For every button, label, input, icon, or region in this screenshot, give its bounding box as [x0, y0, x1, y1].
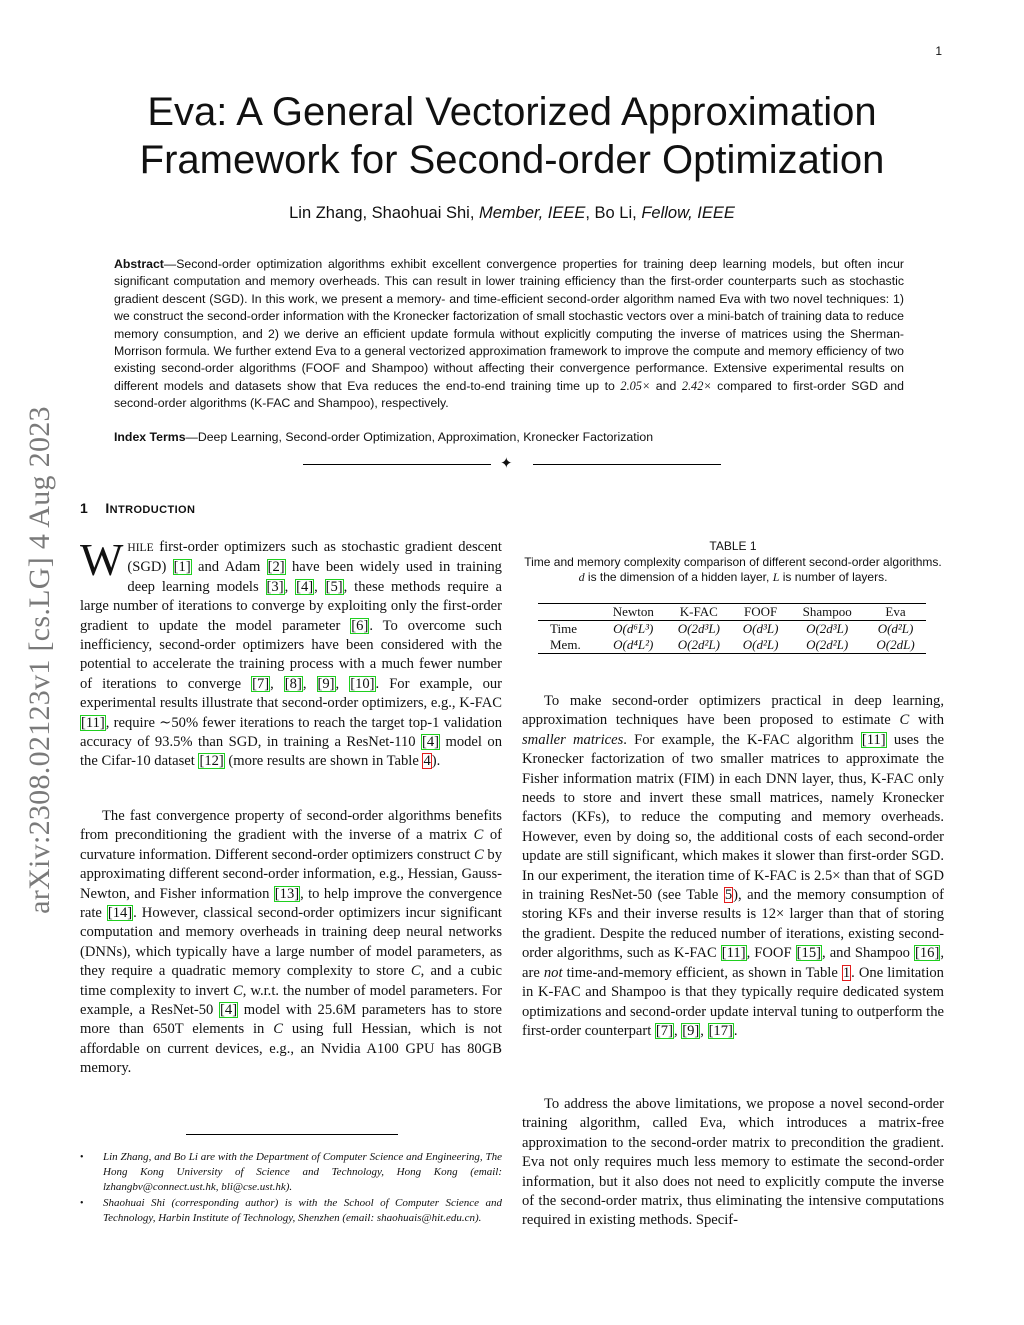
intro-paragraph-1 [80, 534, 503, 772]
table-header-cell: Newton [612, 604, 654, 619]
table-header-cell: FOOF [743, 604, 778, 619]
text-run: , and a cubic time complexity to invert [80, 963, 503, 999]
footnote-text: Shaohuai Shi (corresponding author) is with the School of Computer Science and Technology, Harbin Institute of Technology, Shenzhen (email: shaohuais@hit.edu.cn). [103, 1197, 502, 1224]
citation-link[interactable]: [13] [274, 885, 300, 902]
authors [100, 204, 924, 223]
intro-paragraph-2 [80, 807, 502, 1079]
table-cell: O(2d²L) [677, 637, 720, 652]
table-caption-text [522, 555, 944, 586]
text-run: , are [522, 945, 944, 981]
table-ref-link[interactable]: 4 [423, 753, 431, 770]
citation-link[interactable]: [1] [173, 559, 191, 576]
table-cell: O(d²L) [742, 637, 779, 652]
citation-link[interactable]: [7] [252, 675, 270, 692]
text-run: . [733, 1022, 738, 1039]
table-ref-link[interactable]: 5 [724, 887, 733, 904]
math-symbol: d [578, 570, 585, 584]
text-run: have been widely used in training deep learning models [127, 559, 502, 595]
citation-link[interactable]: [7] [655, 1022, 673, 1039]
arxiv-id-text: arXiv:2308.02123v1 [cs.LG] 4 Aug 2023 [23, 406, 56, 914]
citation-link[interactable]: [4] [422, 734, 440, 751]
math-symbol: C [474, 846, 484, 863]
footnote-bullet: • [80, 1152, 84, 1163]
citation-link[interactable]: [9] [682, 1022, 700, 1039]
table-cell: O(d⁶L³) [613, 621, 654, 636]
divider-ornament: ✦ [500, 455, 513, 472]
text-run: uses the Kronecker factorization of two smaller matrices to approximate the Fisher information matrix (FIM) in each DNN layer, thus, K-FAC only needs to store and invert these small matrices, namely Kronecker factors (KFs), to reduce the computing and memory overheads. However, even by doing so, the additional costs of each second-order update are still significant, which makes it slower than first-order SGD. In our experiment, the iteration time of K-FAC is 2.5× than that of SGD in training ResNet-50 (see Table [522, 731, 944, 904]
citation-link[interactable]: [4] [296, 578, 314, 595]
index-terms-text: —Deep Learning, Second-order Optimization, Approximation, Kronecker Factorization [185, 430, 654, 444]
abstract-text-a: —Second-order optimization algorithms exhibit excellent convergence properties for training deep learning models, but often incur significant computation and memory overheads. This can result in lower training efficiency than the first-order counterparts such as stochastic gradient descent (SGD). In this work, we present a memory- and time-efficient second-order algorithm named Eva with two novel techniques: 1) we construct the second-order information with the Kronecker factorization of small stochastic vectors over a mini-batch of training data to reduce memory consumption, and 2) we derive an efficient update formula without explicitly computing the inverse of matrices using the Sherman-Morrison formula. We further extend Eva to a general vectorized approximation framework to improve the compute and memory efficiency of two existing second-order algorithms (FOOF and Shampoo) without affecting their convergence performance. Extensive experimental results on different models and datasets show that Eva reduces the end-to-end training time up to [114, 257, 904, 393]
abstract-text-b: and [650, 378, 682, 393]
section-title-initial: I [105, 500, 110, 516]
citation-link[interactable]: [17] [708, 1022, 733, 1039]
text-run: first-order optimizers such as stochastic gradient descent (SGD) [127, 539, 502, 576]
citation-link[interactable]: [14] [107, 905, 133, 922]
table-header-cell: Eva [885, 604, 906, 619]
drop-cap: W [80, 534, 124, 585]
emphasis: not [543, 964, 563, 981]
author-role-1: Member, IEEE [479, 204, 586, 222]
text-run: model with 25.6M parameters has to store more than 650T elements in [80, 1002, 502, 1038]
text-run: , [284, 578, 296, 595]
math-symbol: C [233, 982, 243, 999]
citation-link[interactable]: [5] [325, 578, 343, 595]
table-header-cell [538, 604, 601, 621]
table-cell: O(2dL) [876, 637, 915, 652]
intro-paragraph-3 [522, 692, 944, 1041]
text-run: , these methods require a large number of iterations to converge by exploiting only the first-order gradient to update the model parameter [80, 578, 503, 634]
citation-link[interactable]: [11] [721, 945, 746, 962]
paper-title: Eva: A General Vectorized Approximation Framework for Second-order Optimization [139, 90, 885, 182]
text-run: . For example, our experimental results illustrate that second-order optimizers, e.g., K-FAC [80, 675, 503, 712]
text-run: ). [431, 753, 441, 770]
text-run: . To overcome such inefficiency, second-order optimizers have been considered with the potential to accelerate the training process with a much fewer number of iterations to converge [80, 617, 502, 692]
divider-left [303, 464, 491, 465]
text-run: using full Hessian, which is not affordable on current devices, e.g., an Nvidia A100 GPU has 80GB memory. [80, 1021, 502, 1077]
footnote-text: Lin Zhang, and Bo Li are with the Department of Computer Science and Engineering, The Hong Kong University of Science and Technology, Hong Kong (email: lzhangbv@connect.ust.hk, bli@cse.ust.hk). [103, 1151, 502, 1193]
caption-run: is number of layers. [779, 570, 888, 584]
footnote-affiliation-1 [80, 1150, 502, 1195]
math-symbol: C [899, 712, 910, 729]
author-group-1: Lin Zhang, Shaohuai Shi, [289, 204, 479, 222]
footnote-rule [186, 1134, 398, 1135]
text-run: , [314, 578, 325, 595]
abstract [114, 256, 904, 413]
citation-link[interactable]: [15] [796, 945, 821, 962]
citation-link[interactable]: [11] [861, 731, 886, 748]
author-group-2: , Bo Li, [585, 204, 642, 222]
abstract-label: Abstract [114, 257, 164, 271]
citation-link[interactable]: [9] [317, 675, 335, 692]
complexity-table [538, 603, 926, 654]
section-title-rest: NTRODUCTION [109, 504, 196, 516]
text-run: (more results are shown in Table [224, 753, 423, 770]
math-symbol: L [772, 570, 780, 584]
text-run: model on the Cifar-10 dataset [80, 734, 502, 770]
text-run: . For example, the K-FAC algorithm [623, 731, 861, 748]
table-cell: O(d³L) [742, 621, 779, 636]
page-number: 1 [935, 44, 942, 58]
footnote-affiliation-2 [80, 1196, 502, 1226]
table-header-cell: K-FAC [679, 604, 718, 619]
math-symbol: C [273, 1021, 283, 1038]
section-heading [80, 500, 195, 516]
text-run: , FOOF [746, 945, 796, 962]
footnote-bullet: • [80, 1198, 84, 1209]
table-label: TABLE 1 [709, 539, 757, 553]
math-symbol: C [410, 963, 421, 980]
text-run: , to help improve the convergence rate [80, 885, 502, 922]
index-terms [114, 430, 904, 444]
text-run: , [270, 675, 284, 692]
intro-paragraph-4: To address the above limitations, we propose a novel second-order training algorithm, called Eva, which introduces a matrix-free approximation to the second-order matrix to precondition the gradient. Eva not only requires much less memory to estimate the second-order information, but it also does not need to explicitly compute the inverse of the second-order matrix, thus eliminating the intensive computations required in existing methods. Specif- [522, 1096, 944, 1229]
emphasis: smaller matrices [522, 731, 624, 748]
table-cell: O(d²L) [877, 621, 914, 636]
table-row [538, 621, 926, 638]
citation-link[interactable]: [12] [199, 753, 224, 770]
citation-link[interactable]: [11] [81, 714, 105, 731]
table-cell: O(2d²L) [806, 637, 849, 652]
citation-link[interactable]: [6] [351, 617, 369, 634]
text-run: , [335, 675, 350, 692]
citation-link[interactable]: [4] [220, 1002, 238, 1019]
text-run: . However, classical second-order optimizers incur significant computation and memory overheads in training deep neural networks (DNNs), which typically have a large number of model parameters, as they require a quadratic memory complexity to store [80, 905, 502, 980]
text-run: by approximating different second-order information, e.g., Hessian, Gauss-Newton, and Fisher information [80, 846, 503, 902]
text-run: , [700, 1022, 708, 1039]
text-run: , [302, 675, 317, 692]
text-run: , w.r.t. the number of model parameters. For example, a ResNet-50 [80, 982, 502, 1019]
citation-link[interactable]: [2] [267, 559, 285, 576]
index-terms-label: Index Terms [114, 430, 186, 444]
text-run: , and Shampoo [821, 945, 915, 962]
section-number: 1 [80, 500, 89, 516]
table-ref-link[interactable]: 1 [842, 964, 851, 981]
table-cell: O(2d³L) [806, 621, 849, 636]
table-row-header: Time [550, 621, 577, 636]
author-role-2: Fellow, IEEE [641, 204, 735, 222]
text-run: The fast convergence property of second-order algorithms benefits from preconditioning the gradient with the inverse of a matrix [80, 808, 502, 844]
table-caption [522, 539, 944, 586]
speedup-value-2: 2.42× [681, 378, 712, 393]
table-cell: O(2d³L) [677, 621, 720, 636]
text-run: time-and-memory efficient, as shown in Table [562, 964, 842, 981]
table-header-row [538, 604, 926, 621]
citation-link[interactable]: [16] [915, 945, 940, 962]
abstract-text-c: compared to first-order SGD and second-order algorithms (K-FAC and Shampoo), respectively. [114, 378, 904, 411]
text-run: To make second-order optimizers practical in deep learning, approximation techniques have been proposed to estimate [522, 693, 944, 729]
citation-link[interactable]: [3] [266, 578, 284, 595]
citation-link[interactable]: [8] [284, 675, 302, 692]
math-symbol: C [473, 827, 484, 844]
text-run: of curvature information. Different second-order optimizers construct [80, 827, 502, 863]
caption-run: is the dimension of a hidden layer, [584, 570, 773, 584]
text-run: with [909, 712, 945, 729]
smallcaps-word: HILE [127, 542, 154, 554]
text-run: ), and the memory consumption of storing KFs and their inverse results is 12× larger than that of storing the gradient. Despite the reduced number of iterations, existing second-order algorithms, such as K-FAC [522, 887, 944, 962]
arxiv-identifier [10, 360, 70, 960]
text-run: . One limitation in K-FAC and Shampoo is that they typically require dedicated system optimizations and second-order update interval tuning to outperform the first-order counterpart [522, 964, 944, 1039]
speedup-value-1: 2.05× [620, 378, 651, 393]
table-cell: O(d⁴L²) [613, 637, 654, 652]
text-run: , [673, 1022, 682, 1039]
text-run: and Adam [191, 559, 267, 576]
table-header-cell: Shampoo [802, 604, 852, 619]
divider-right [533, 464, 721, 465]
text-run: , require ∼50% fewer iterations to reach the target top-1 validation accuracy of 93.5% than SGD, in training a ResNet-110 [80, 714, 502, 751]
table-row [538, 637, 926, 654]
citation-link[interactable]: [10] [350, 675, 375, 692]
table-row-header: Mem. [550, 637, 581, 652]
caption-run: Time and memory complexity comparison of different second-order algorithms. [524, 554, 942, 569]
